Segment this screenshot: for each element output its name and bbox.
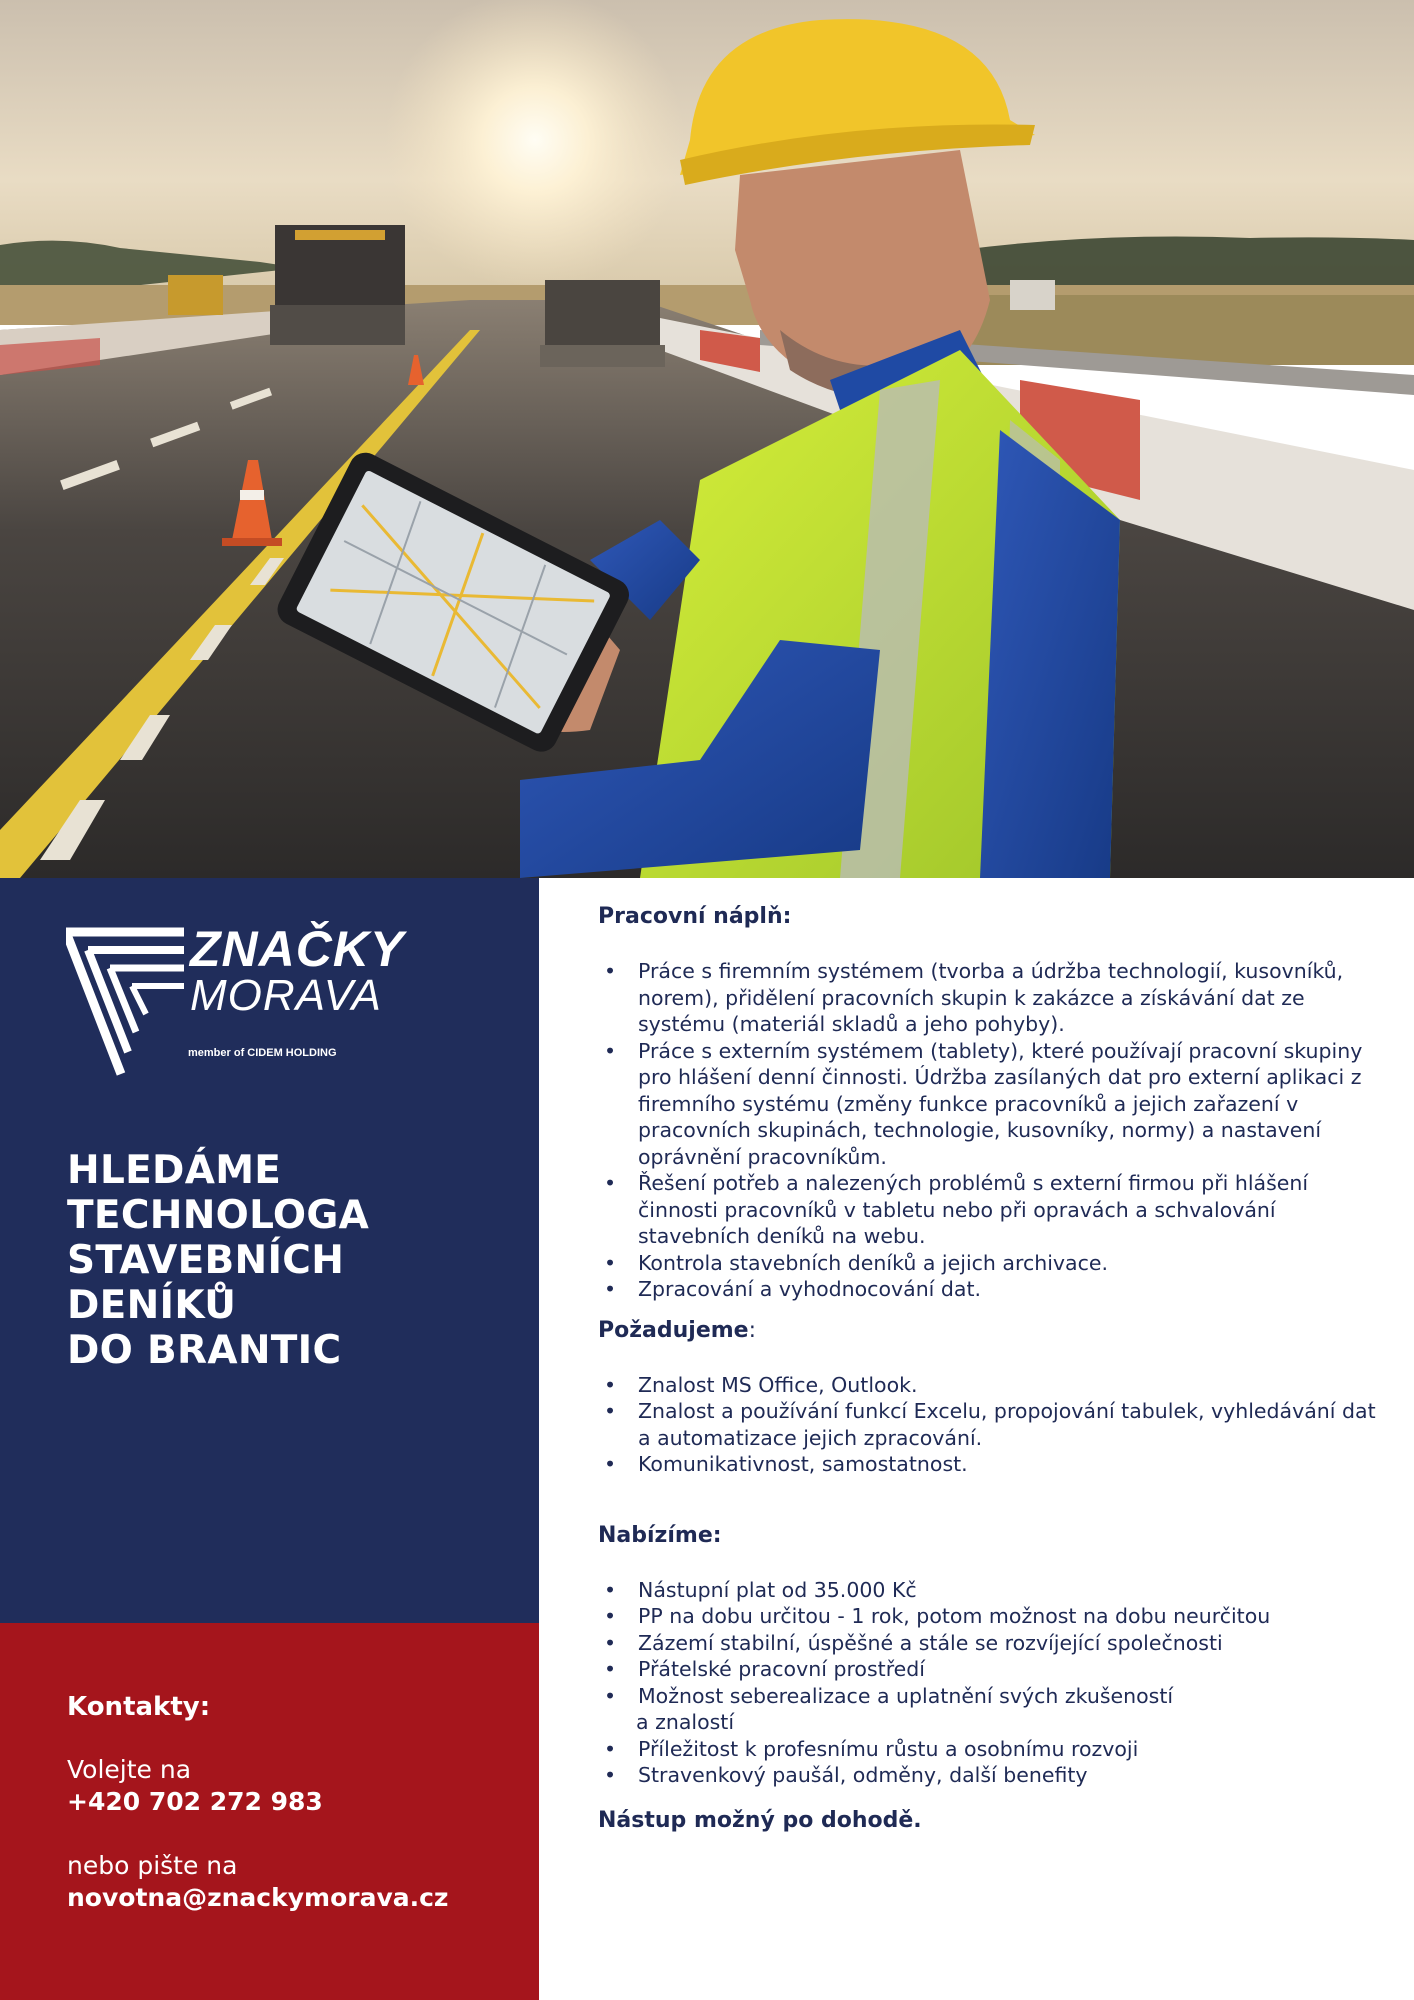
- list-item: • Znalost a používání funkcí Excelu, propojování tabulek, vyhledávání dat a automatizace jejich zpracování.: [598, 1398, 1388, 1451]
- start-date-note: Nástup možný po dohodě.: [598, 1807, 922, 1833]
- list-item: • Zpracování a vyhodnocování dat.: [598, 1276, 1388, 1303]
- duties-section: [598, 903, 1388, 1303]
- duties-title: Pracovní náplň:: [598, 904, 792, 929]
- list-item: • Zázemí stabilní, úspěšné a stále se rozvíjející společnosti: [598, 1630, 1388, 1657]
- offer-list-continued: [598, 1736, 1388, 1789]
- call-label: Volejte na: [67, 1755, 192, 1784]
- list-item: • PP na dobu určitou - 1 rok, potom možnost na dobu neurčitou: [598, 1603, 1388, 1630]
- requirements-section: [598, 1317, 1388, 1478]
- phone-number[interactable]: +420 702 272 983: [67, 1787, 323, 1816]
- contacts-title: Kontakty:: [67, 1692, 211, 1722]
- list-item: • Znalost MS Office, Outlook.: [598, 1372, 1388, 1399]
- road-worker-illustration: [0, 0, 1414, 878]
- requirements-title: [598, 1317, 1388, 1345]
- logo-word-morava: MORAVA: [190, 971, 382, 1020]
- chevron-logo-icon: [66, 924, 191, 1079]
- requirements-list: [598, 1372, 1388, 1478]
- list-item: • Stravenkový paušál, odměny, další benefity: [598, 1762, 1388, 1789]
- list-item: • Práce s externím systémem (tablety), které používají pracovní skupiny pro hlášení denní činnosti. Údržba zasílaných dat pro externí aplikaci z firemního systému (změny funkce pracovníků a jejich zařazení v pracovních skupinách, technologie, kusovníky, normy) a nastavení oprávnění pracovníkům.: [598, 1038, 1388, 1171]
- duties-list: [598, 958, 1388, 1303]
- requirements-title-colon: :: [748, 1317, 757, 1343]
- write-label: nebo pište na: [67, 1851, 238, 1880]
- list-item: • Možnost seberealizace a uplatnění svých zkušeností: [598, 1683, 1388, 1710]
- offer-title: Nabízíme:: [598, 1522, 722, 1548]
- headline-line: TECHNOLOGA: [67, 1193, 370, 1238]
- job-details: [598, 903, 1388, 1835]
- list-item: • Komunikativnost, samostatnost.: [598, 1451, 1388, 1478]
- list-item: • Příležitost k profesnímu růstu a osobnímu rozvoji: [598, 1736, 1388, 1763]
- requirements-title-text: Požadujeme: [598, 1317, 749, 1343]
- list-item-continuation: a znalostí: [636, 1710, 735, 1734]
- list-item: • Řešení potřeb a nalezených problémů s externí firmou při hlášení činnosti pracovníků v tabletu nebo při opravách a schvalování stavebních deníků na webu.: [598, 1170, 1388, 1250]
- headline-line: STAVEBNÍCH: [67, 1238, 345, 1283]
- list-item: • Práce s firemním systémem (tvorba a údržba technologií, kusovníků, norem), přidělení pracovních skupin k zakázce a získávání dat ze systému (materiál skladů a jeho pohyby).: [598, 958, 1388, 1038]
- list-item: • Přátelské pracovní prostředí: [598, 1656, 1388, 1683]
- list-item: • Kontrola stavebních deníků a jejich archivace.: [598, 1250, 1388, 1277]
- offer-section: [598, 1522, 1388, 1789]
- list-item: • Nástupní plat od 35.000 Kč: [598, 1577, 1388, 1604]
- company-logo: [66, 921, 426, 1084]
- logo-word-znacky: ZNAČKY: [190, 921, 405, 977]
- headline-line: DO BRANTIC: [67, 1328, 342, 1373]
- hero-photo: [0, 0, 1414, 878]
- email-address[interactable]: novotna@znackymorava.cz: [67, 1883, 449, 1912]
- job-headline: [67, 1148, 507, 1373]
- logo-member-text: member of CIDEM HOLDING: [188, 1047, 337, 1059]
- offer-list: [598, 1577, 1388, 1710]
- contacts-block: [67, 1690, 527, 1914]
- headline-line: HLEDÁME: [67, 1148, 282, 1193]
- headline-line: DENÍKŮ: [67, 1283, 237, 1328]
